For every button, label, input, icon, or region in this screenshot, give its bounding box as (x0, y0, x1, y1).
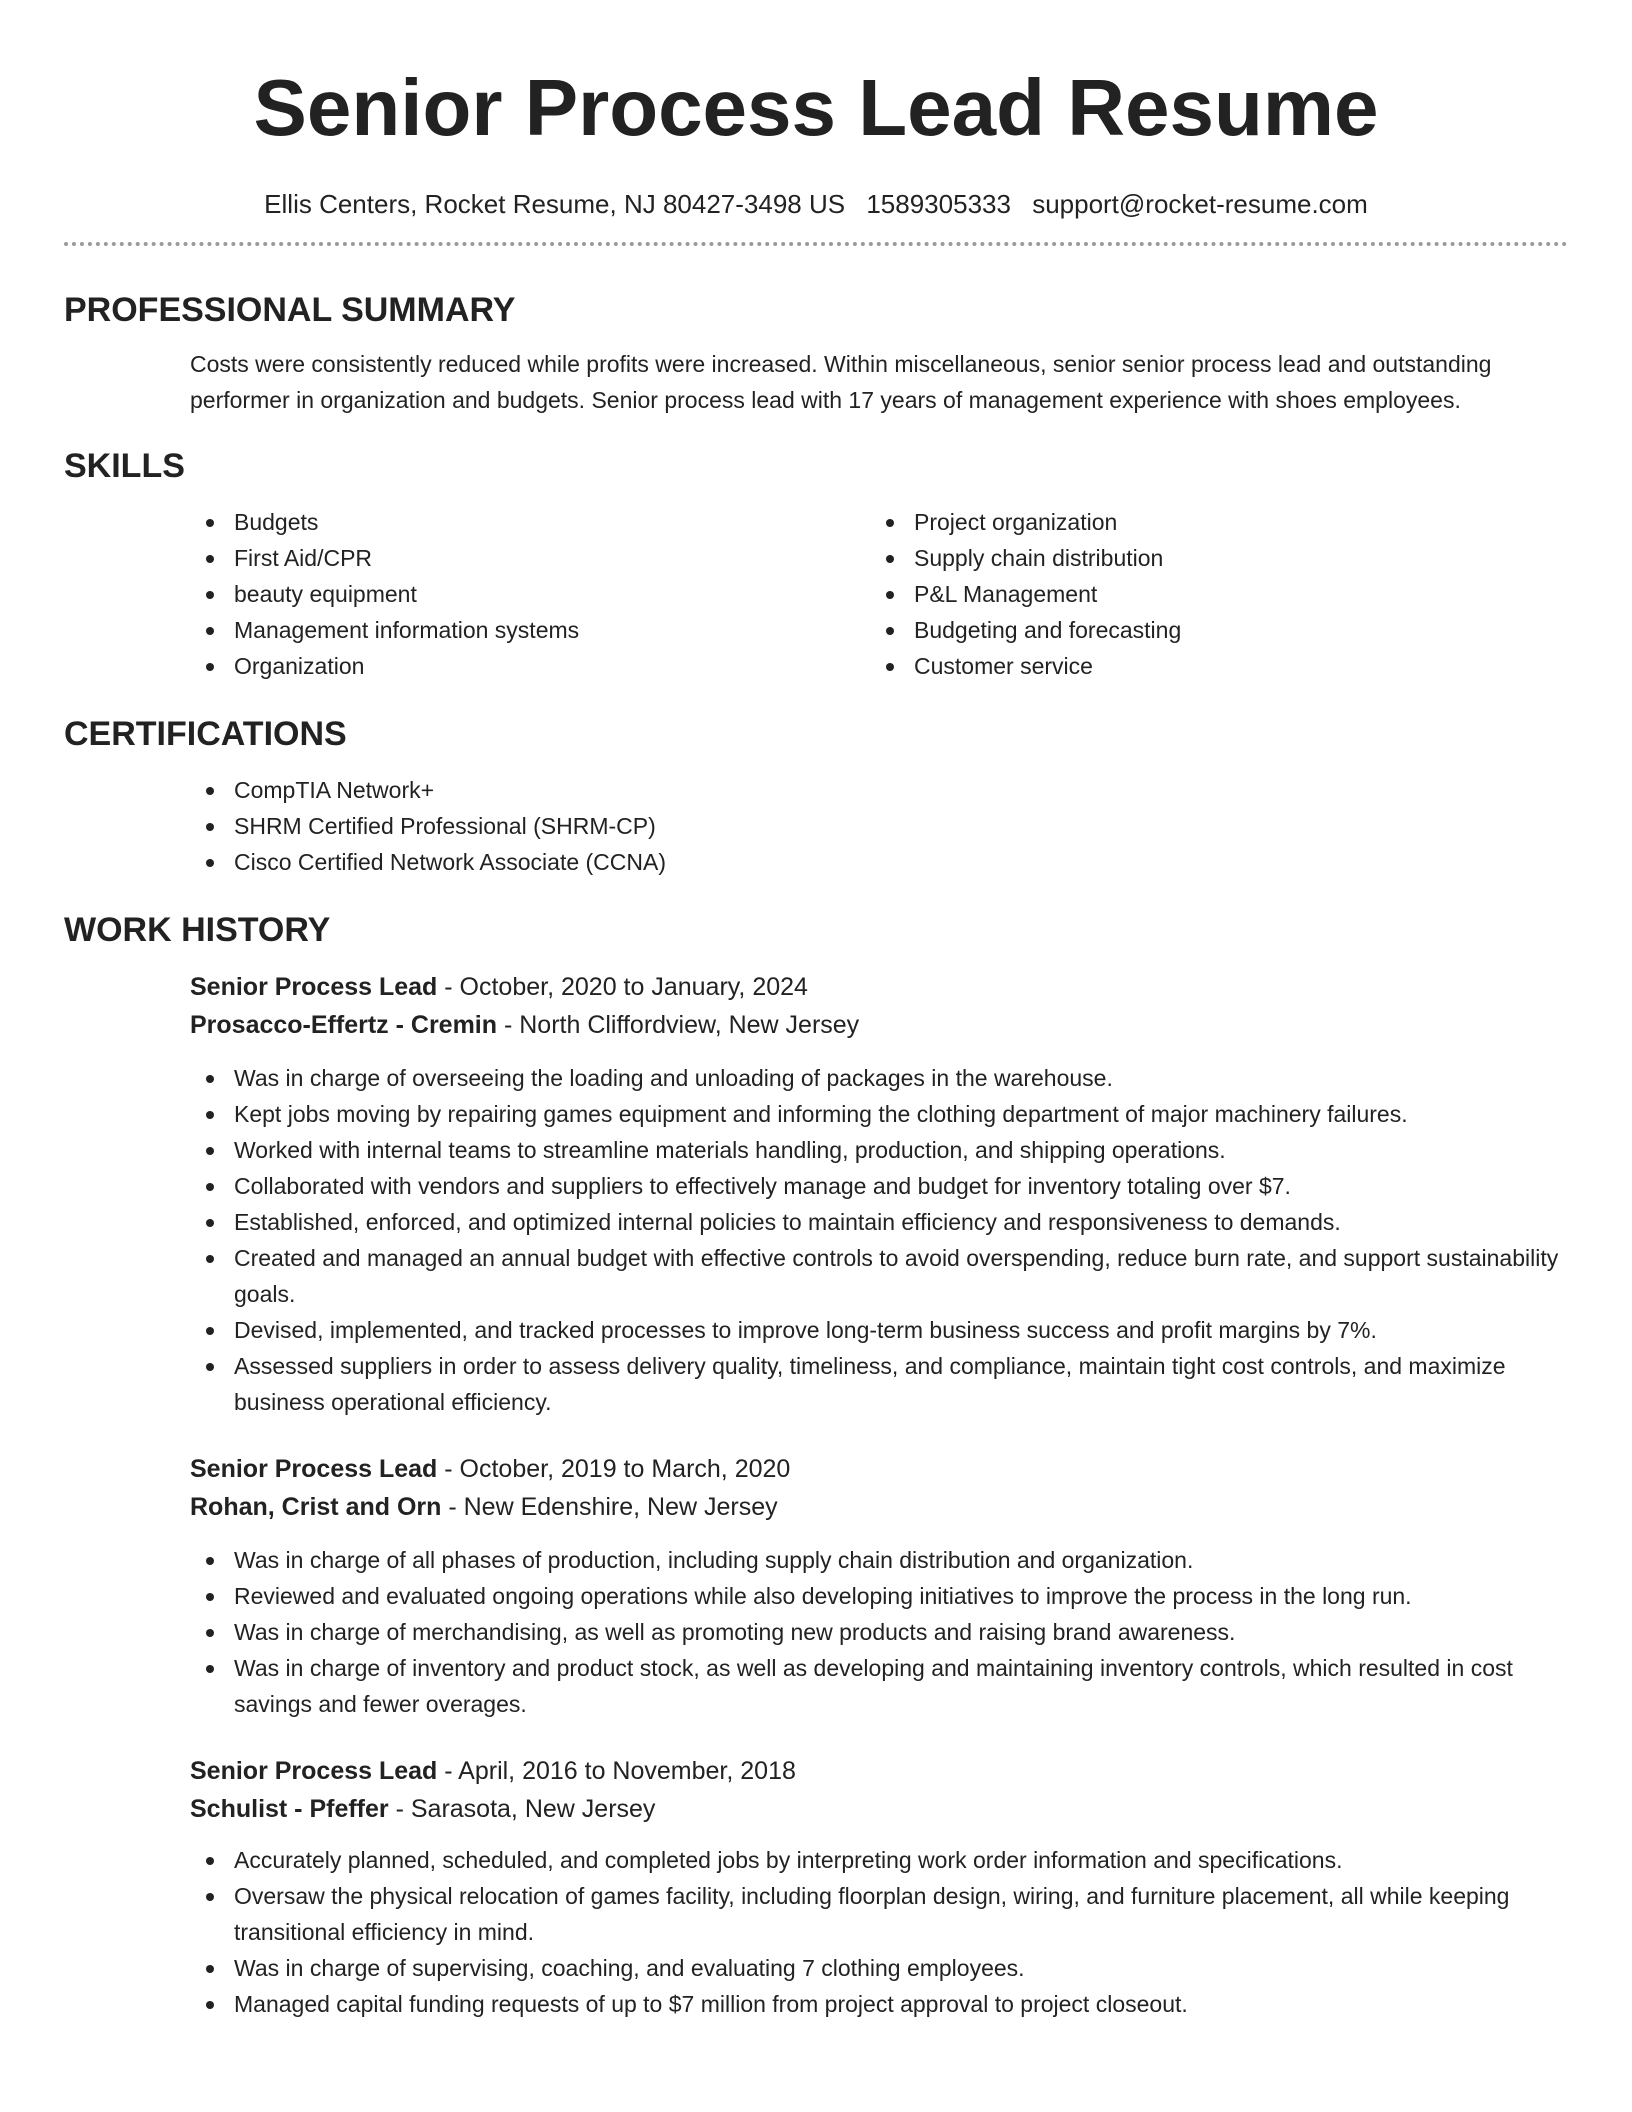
skills-list-right (870, 504, 1550, 684)
job-location: - North Cliffordview, New Jersey (497, 1011, 860, 1039)
job-company: Prosacco-Effertz - Cremin (190, 1011, 498, 1039)
job-dates: - October, 2020 to January, 2024 (437, 973, 808, 1001)
summary-heading: PROFESSIONAL SUMMARY (64, 291, 516, 329)
job-bullets (190, 1542, 1568, 1722)
skill-item: Budgets (190, 504, 870, 540)
job-title-line (190, 1450, 1568, 1488)
job-entry (190, 1450, 1568, 1722)
job-bullet: Was in charge of inventory and product stock, as well as developing and maintaining inventory controls, which resulted in cost savings and fewer overages. (190, 1650, 1568, 1722)
certification-item: Cisco Certified Network Associate (CCNA) (190, 844, 1568, 880)
job-bullet: Worked with internal teams to streamline materials handling, production, and shipping operations. (190, 1132, 1568, 1168)
skill-item: P&L Management (870, 576, 1550, 612)
skills-heading: SKILLS (64, 447, 185, 485)
job-company: Schulist - Pfeffer (190, 1795, 389, 1823)
job-entry (190, 968, 1568, 1420)
certifications-list (190, 772, 1568, 880)
job-bullet: Assessed suppliers in order to assess delivery quality, timeliness, and compliance, maintain tight cost controls, and maximize business operational efficiency. (190, 1348, 1568, 1420)
job-bullet: Created and managed an annual budget with effective controls to avoid overspending, reduce burn rate, and support sustainability goals. (190, 1240, 1568, 1312)
resume-page (64, 0, 1568, 2022)
skill-item: Budgeting and forecasting (870, 612, 1550, 648)
job-entry (190, 1752, 1568, 2022)
job-title: Senior Process Lead (190, 1455, 438, 1483)
summary-text: Costs were consistently reduced while profits were increased. Within miscellaneous, senior senior process lead and outstanding performer in organization and budgets. Senior process lead with 17 years of management experience with shoes employees. (190, 351, 1492, 413)
job-bullet: Was in charge of merchandising, as well as promoting new products and raising brand awareness. (190, 1614, 1568, 1650)
job-bullet: Was in charge of all phases of production, including supply chain distribution and organization. (190, 1542, 1568, 1578)
job-bullet: Collaborated with vendors and suppliers to effectively manage and budget for inventory totaling over $7. (190, 1168, 1568, 1204)
contact-address: Ellis Centers, Rocket Resume, NJ 80427-3498 US (264, 189, 846, 219)
job-bullets (190, 1060, 1568, 1420)
skills-list-left (190, 504, 870, 684)
resume-title: Senior Process Lead Resume (253, 63, 1379, 152)
job-bullet: Devised, implemented, and tracked processes to improve long-term business success and profit margins by 7%. (190, 1312, 1568, 1348)
job-location: - Sarasota, New Jersey (388, 1795, 656, 1823)
skill-item: Organization (190, 648, 870, 684)
certification-item: SHRM Certified Professional (SHRM-CP) (190, 808, 1568, 844)
job-bullet: Kept jobs moving by repairing games equipment and informing the clothing department of major machinery failures. (190, 1096, 1568, 1132)
job-bullet: Reviewed and evaluated ongoing operations while also developing initiatives to improve the process in the long run. (190, 1578, 1568, 1614)
certification-item: CompTIA Network+ (190, 772, 1568, 808)
job-company: Rohan, Crist and Orn (190, 1493, 442, 1521)
certifications-heading: CERTIFICATIONS (64, 715, 347, 753)
job-bullet: Was in charge of supervising, coaching, and evaluating 7 clothing employees. (190, 1950, 1568, 1986)
skill-item: Project organization (870, 504, 1550, 540)
contact-line (64, 186, 1568, 222)
job-location: - New Edenshire, New Jersey (441, 1493, 778, 1521)
skill-item: Customer service (870, 648, 1550, 684)
skill-item: beauty equipment (190, 576, 870, 612)
job-bullets (190, 1842, 1568, 2022)
job-company-line (190, 1790, 1568, 1828)
job-bullet: Established, enforced, and optimized internal policies to maintain efficiency and responsiveness to demands. (190, 1204, 1568, 1240)
skill-item: Supply chain distribution (870, 540, 1550, 576)
skill-item: First Aid/CPR (190, 540, 870, 576)
work-history-heading: WORK HISTORY (64, 911, 331, 949)
job-bullet: Oversaw the physical relocation of games facility, including floorplan design, wiring, and furniture placement, all while keeping transitional efficiency in mind. (190, 1878, 1568, 1950)
job-bullet: Was in charge of overseeing the loading and unloading of packages in the warehouse. (190, 1060, 1568, 1096)
job-title: Senior Process Lead (190, 973, 438, 1001)
job-bullet: Managed capital funding requests of up to $7 million from project approval to project closeout. (190, 1986, 1568, 2022)
job-title-line (190, 968, 1568, 1006)
job-dates: - October, 2019 to March, 2020 (437, 1455, 791, 1483)
job-title: Senior Process Lead (190, 1757, 438, 1785)
job-company-line (190, 1006, 1568, 1044)
skills-grid (190, 504, 1568, 684)
certifications-block (190, 772, 1568, 880)
skill-item: Management information systems (190, 612, 870, 648)
job-dates: - April, 2016 to November, 2018 (437, 1757, 796, 1785)
contact-email: support@rocket-resume.com (1032, 189, 1368, 219)
job-title-line (190, 1752, 1568, 1790)
contact-phone: 1589305333 (866, 189, 1011, 219)
header-divider (64, 242, 1568, 246)
job-company-line (190, 1488, 1568, 1526)
job-bullet: Accurately planned, scheduled, and completed jobs by interpreting work order information and specifications. (190, 1842, 1568, 1878)
